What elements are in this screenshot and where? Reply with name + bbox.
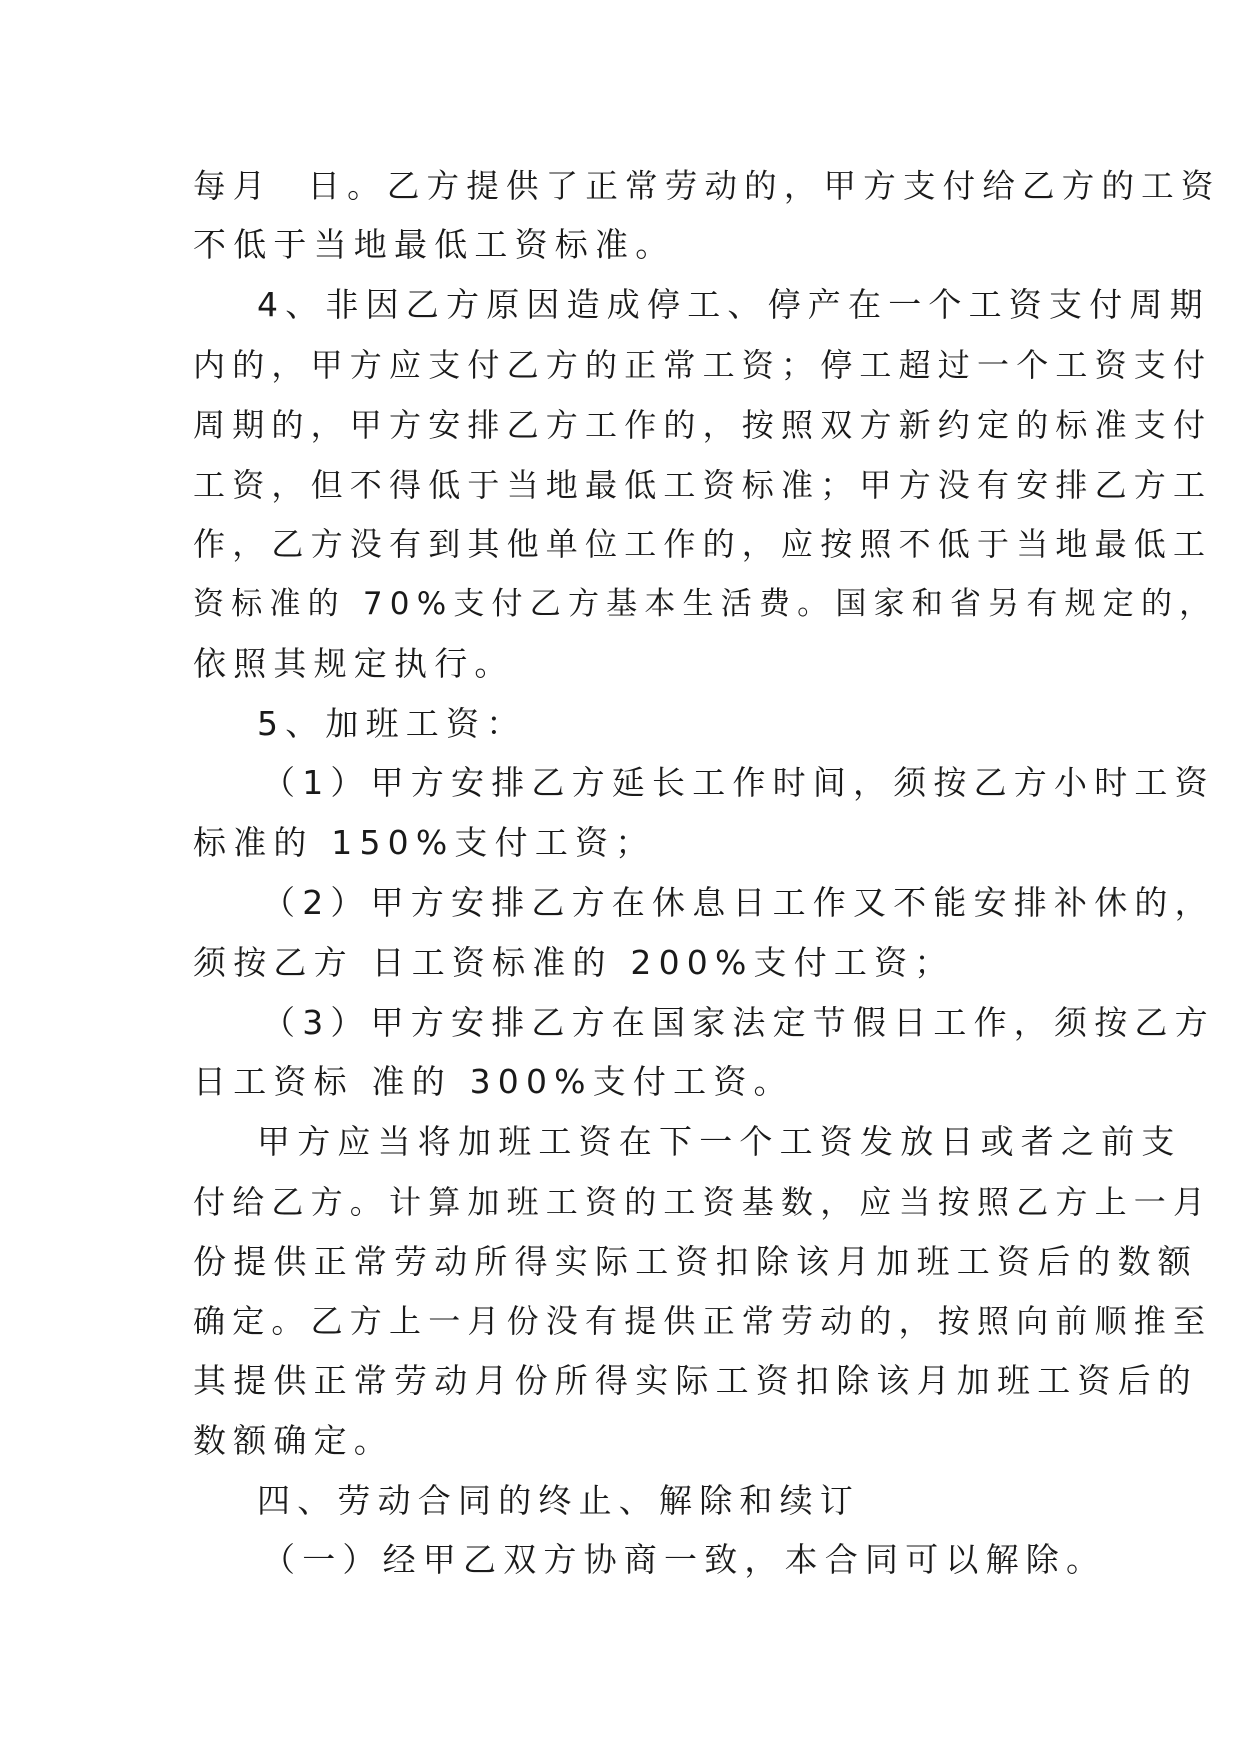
text-line: （2）甲方安排乙方在休息日工作又不能安排补休的， <box>262 883 1215 922</box>
text-line: 4、非因乙方原因造成停工、停产在一个工资支付周期 <box>257 285 1210 324</box>
text-line: 内的，甲方应支付乙方的正常工资；停工超过一个工资支付 <box>193 346 1213 384</box>
text-line: 数额确定。 <box>193 1421 394 1460</box>
text-line: 周期的，甲方安排乙方工作的，按照双方新约定的标准支付 <box>193 406 1213 444</box>
text-line: 作，乙方没有到其他单位工作的，应按照不低于当地最低工 <box>193 525 1213 563</box>
text-line: 付给乙方。计算加班工资的工资基数，应当按照乙方上一月 <box>193 1183 1213 1221</box>
text-line: 日工资标 准的 300%支付工资。 <box>193 1062 794 1101</box>
text-line: 标准的 150%支付工资； <box>193 823 656 862</box>
text-line: （一）经甲乙双方协商一致，本合同可以解除。 <box>262 1540 1107 1579</box>
text-line: 依照其规定执行。 <box>193 644 515 683</box>
text-line: 5、加班工资： <box>257 704 527 743</box>
text-line: （3）甲方安排乙方在国家法定节假日工作，须按乙方 <box>262 1003 1215 1042</box>
text-line: 须按乙方 日工资标准的 200%支付工资； <box>193 943 955 982</box>
text-line: 资标准的 70%支付乙方基本生活费。国家和省另有规定的， <box>193 586 1218 622</box>
text-line: 甲方应当将加班工资在下一个工资发放日或者之前支 <box>257 1122 1182 1161</box>
text-line: 不低于当地最低工资标准。 <box>193 225 676 264</box>
text-line: 每月 日。乙方提供了正常劳动的，甲方支付给乙方的工资 <box>193 167 1221 205</box>
text-line: 确定。乙方上一月份没有提供正常劳动的，按照向前顺推至 <box>193 1302 1213 1340</box>
text-line: 份提供正常劳动所得实际工资扣除该月加班工资后的数额 <box>193 1242 1198 1281</box>
text-line: 工资，但不得低于当地最低工资标准；甲方没有安排乙方工 <box>193 466 1213 504</box>
text-line: （1）甲方安排乙方延长工作时间，须按乙方小时工资 <box>262 763 1215 802</box>
section-heading: 四、劳动合同的终止、解除和续订 <box>257 1481 860 1520</box>
text-line: 其提供正常劳动月份所得实际工资扣除该月加班工资后的 <box>193 1361 1198 1400</box>
